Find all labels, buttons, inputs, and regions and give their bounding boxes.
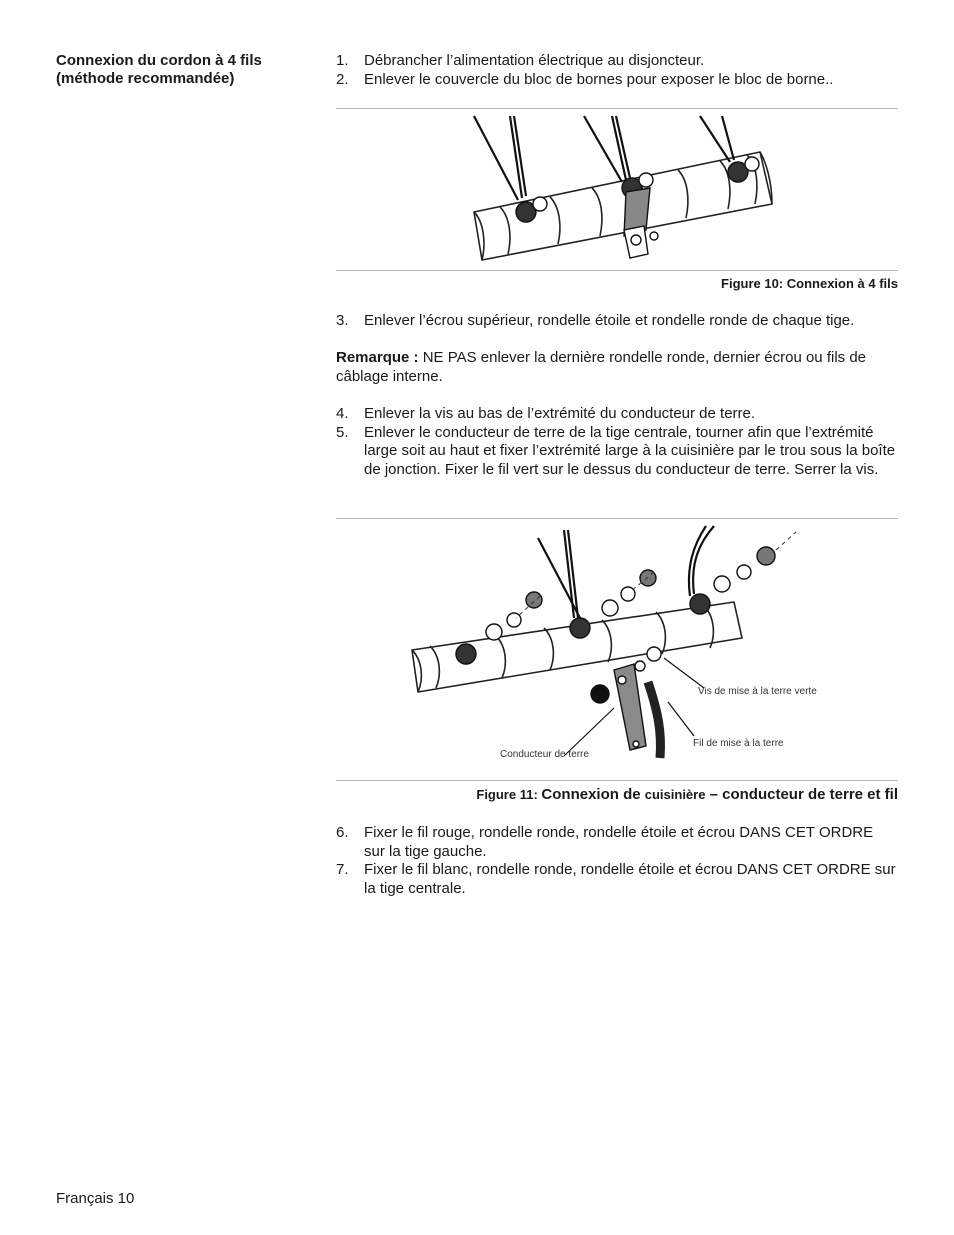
step-item	[336, 52, 898, 71]
step-text: Débrancher l’alimentation électrique au disjoncteur.	[364, 52, 705, 69]
step-item	[336, 312, 898, 331]
figure10-bottom-rule	[336, 270, 898, 271]
step-number: 5.	[336, 423, 349, 441]
step-number: 2.	[336, 70, 349, 88]
terminal-block-illustration	[460, 112, 780, 264]
step-text: Enlever le couvercle du bloc de bornes pour exposer le bloc de borne..	[364, 70, 834, 88]
figure10-caption: Figure 10: Connexion à 4 fils	[721, 276, 898, 291]
page-footer: Français 10	[56, 1190, 135, 1207]
step-text: Fixer le fil rouge, rondelle ronde, rondelle étoile et écrou DANS CET ORDRE sur la tige gauche.	[364, 824, 874, 860]
label-ground-wire: Fil de mise à la terre	[693, 738, 784, 749]
step-number: 6.	[336, 824, 349, 841]
step-item	[336, 824, 898, 861]
figure10-top-rule	[336, 108, 898, 109]
step-text: Enlever la vis au bas de l’extrémité du conducteur de terre.	[364, 405, 756, 422]
step-text: Fixer le fil blanc, rondelle ronde, rondelle étoile et écrou DANS CET ORDRE sur la tige centrale.	[364, 861, 896, 897]
figure11-caption-prefix: Figure 11:	[476, 787, 542, 802]
label-green-ground-screw: Vis de mise à la terre verte	[698, 686, 817, 697]
step-number: 7.	[336, 861, 349, 878]
label-ground-conductor: Conducteur de terre	[500, 749, 589, 760]
section-title	[56, 52, 316, 88]
figure11-caption	[336, 786, 898, 803]
figure11-caption-part1: Connexion de	[541, 786, 645, 803]
figure11-caption-part3: – conducteur de terre et fil	[705, 786, 898, 803]
step-item	[336, 424, 898, 480]
note-text: NE PAS enlever la dernière rondelle ronde, dernier écrou ou fils de câblage interne.	[336, 349, 867, 385]
step-number: 3.	[336, 312, 349, 329]
steps-list-c	[336, 405, 898, 479]
section-title-line1: Connexion du cordon à 4 fils	[56, 52, 262, 69]
steps-list-a	[336, 52, 898, 89]
ground-connection-illustration	[404, 522, 804, 762]
step-text: Enlever l’écrou supérieur, rondelle étoile et rondelle ronde de chaque tige.	[364, 312, 855, 329]
step-item	[336, 405, 898, 424]
figure11-bottom-rule	[336, 780, 898, 781]
figure11-top-rule	[336, 518, 898, 519]
steps-list-d	[336, 824, 898, 898]
step-text: Enlever le conducteur de terre de la tige centrale, tourner afin que l’extrémité large soit au haut et fixer l’extrémité large à la cuisinière par le trou sous la boîte de jonction. Fixer le fil vert sur le dessus du conducteur de terre. Serrer la vis.	[364, 423, 896, 478]
step-item	[336, 71, 898, 90]
section-title-line2: (méthode recommandée)	[56, 70, 235, 87]
steps-list-b	[336, 312, 898, 331]
figure11-caption-part2: cuisinière	[644, 787, 706, 802]
note-paragraph	[336, 349, 898, 386]
step-number: 4.	[336, 405, 349, 422]
step-number: 1.	[336, 52, 349, 69]
step-item	[336, 861, 898, 898]
note-label: Remarque :	[336, 349, 419, 366]
